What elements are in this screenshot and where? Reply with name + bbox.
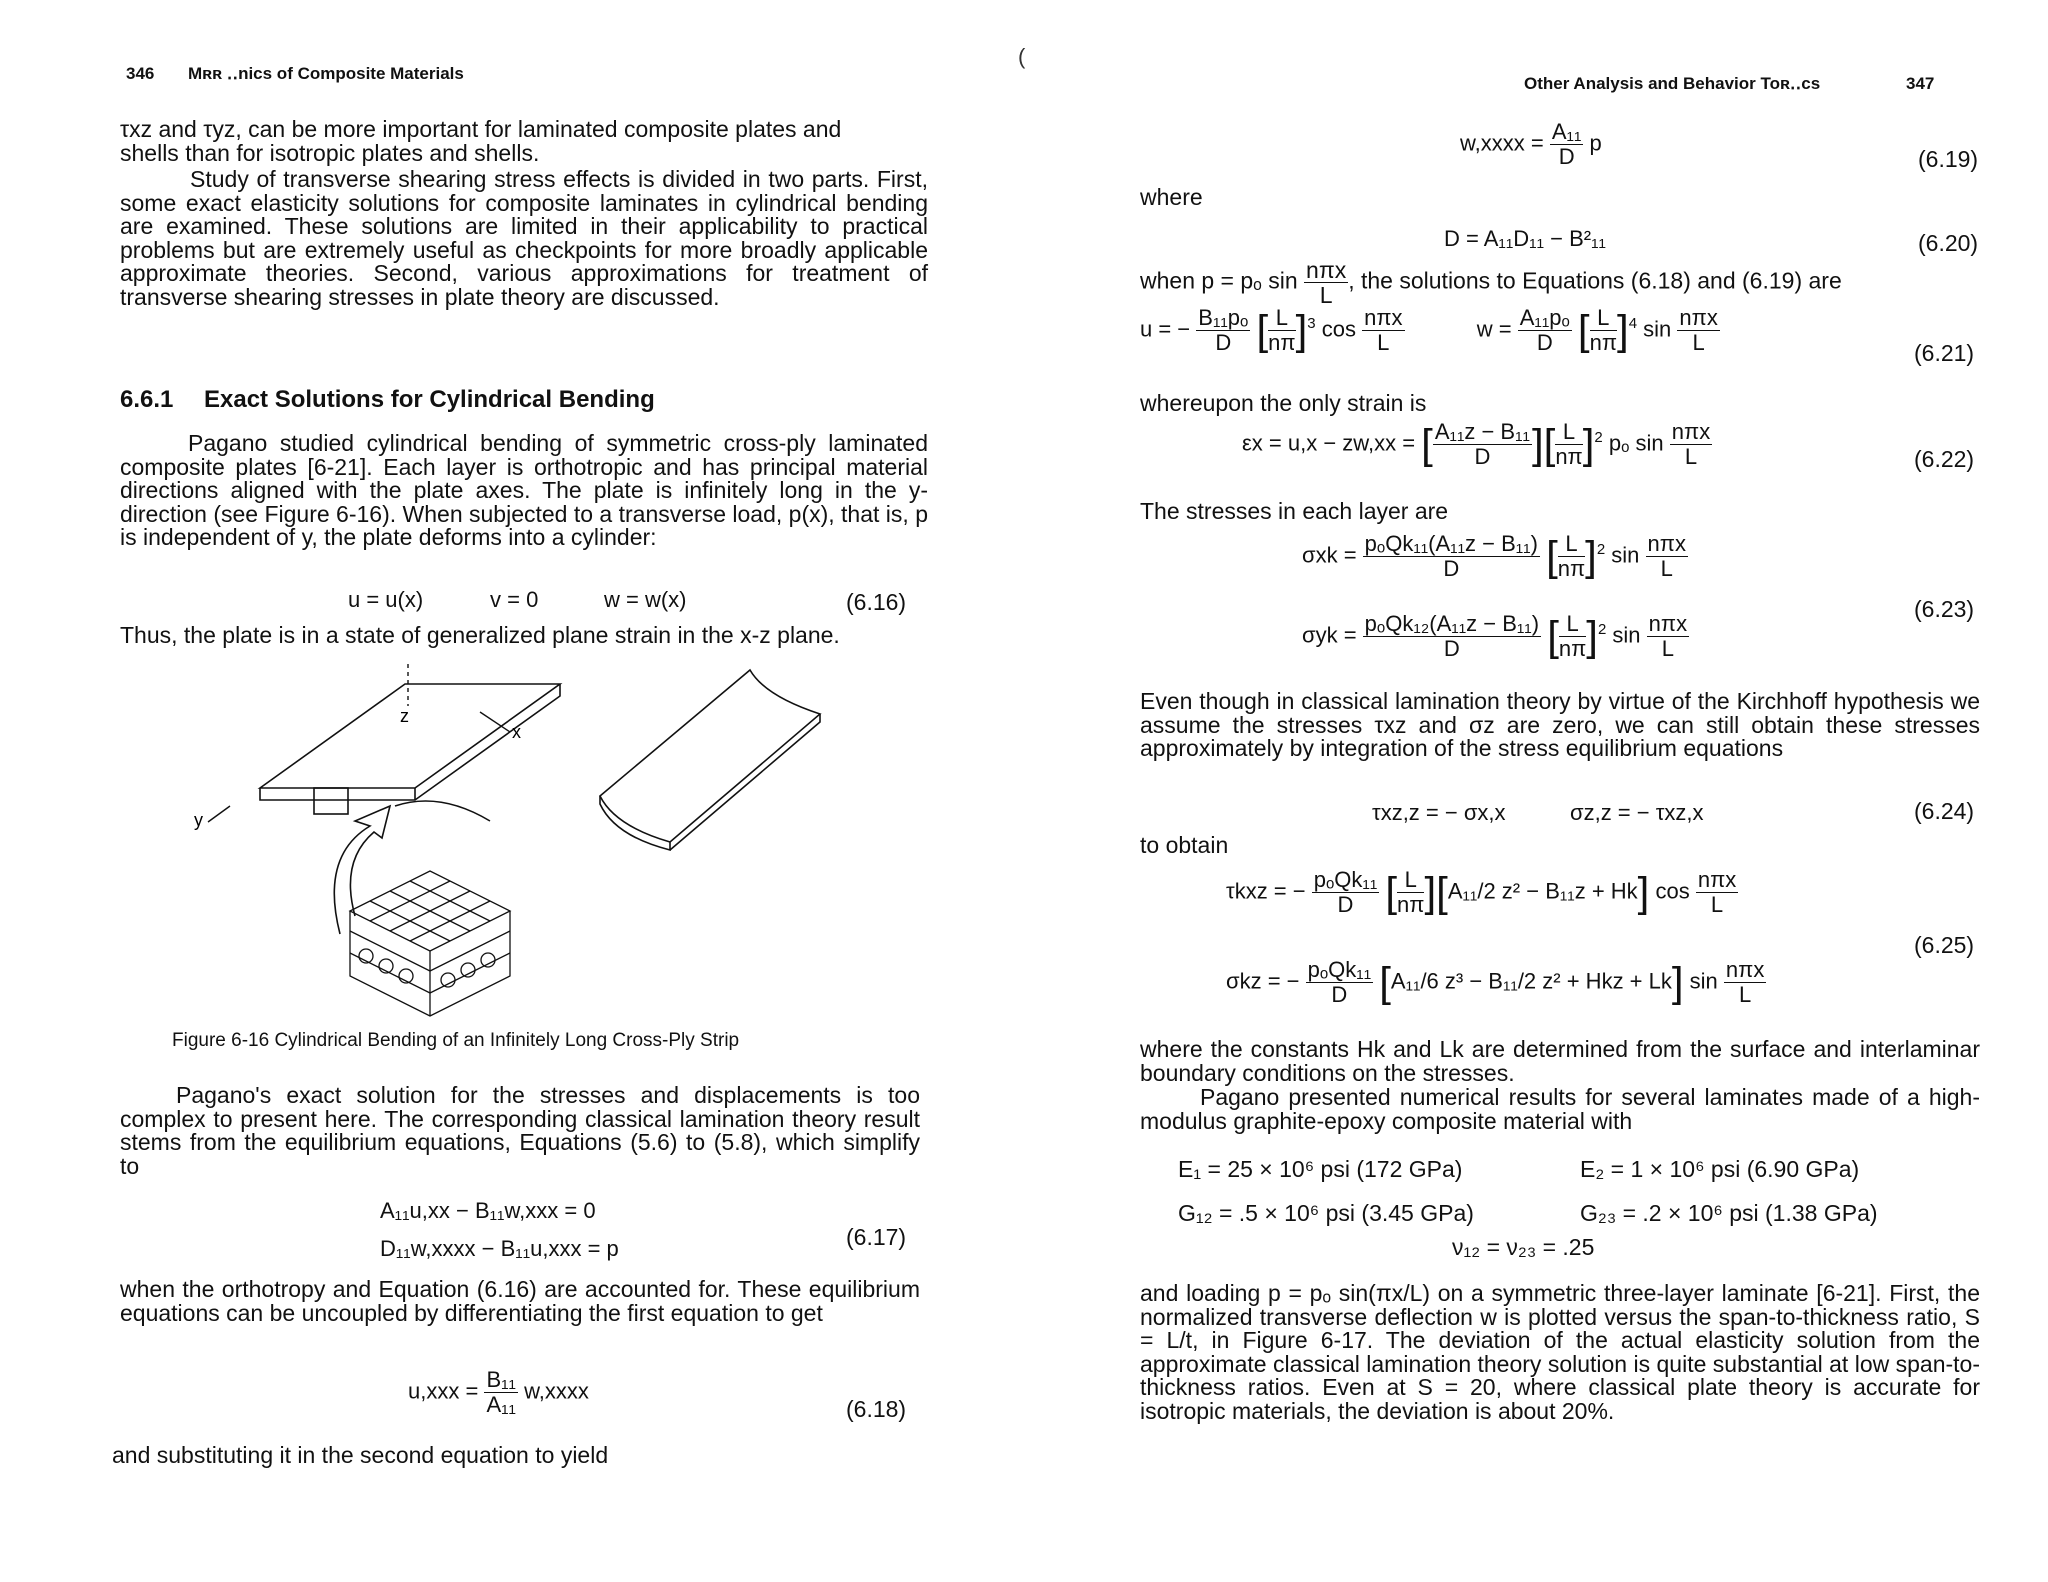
eq621-w: w = <box>1476 316 1512 342</box>
eq625-den: D <box>1337 892 1354 917</box>
paragraph-study: Study of transverse shearing stress effects is divided in two parts. First, some exact elasticity solutions for composite laminates in cylindrical bending are examined. These solutions are limited in their applicability to practical problems but are extremely useful as checkpoints for more broadly applicable approximate theories. Second, various approximations for treatment of transverse shearing stresses in plate theory are discussed. <box>120 166 928 310</box>
eq625-sigma: σkz = − pₒQk₁₁ D [A₁₁/6 z³ − B₁₁/2 z² + Hkz + Lk] sin nπx L <box>1226 957 1765 1007</box>
eq622-top: A₁₁z − B₁₁ <box>1434 419 1530 444</box>
gutter-mark: ( <box>1018 44 1026 69</box>
flat-plate <box>260 684 560 814</box>
eq622-number: (6.22) <box>1914 446 1975 472</box>
eq622-lhs: εx = u,x − zw,xx = <box>1242 430 1416 456</box>
when-line-b: , the solutions to Equations (6.18) and (6.19) are <box>1348 267 1842 294</box>
prop-g12: G₁₂ = .5 × 10⁶ psi (3.45 GPa) <box>1178 1200 1474 1226</box>
eq624-b: σz,z = − τxz,x <box>1570 800 1704 825</box>
eq622-pow: 2 <box>1594 428 1603 446</box>
whereupon-line: whereupon the only strain is <box>1140 390 1427 416</box>
eq621-u-pow: 3 <box>1307 314 1316 332</box>
eq618-number: (6.18) <box>846 1396 907 1422</box>
when-line-a: when p = pₒ sin <box>1140 267 1298 294</box>
paragraph-presented: Pagano presented numerical results for several laminates made of a high-modulus graphite-epoxy composite material with <box>1140 1084 1980 1134</box>
eq619-lhs: w,xxxx = <box>1460 130 1544 156</box>
eq623-number: (6.23) <box>1914 596 1975 622</box>
to-obtain: to obtain <box>1140 832 1229 858</box>
eq616-number: (6.16) <box>846 589 907 615</box>
eq625-tau-mid: A₁₁/2 z² − B₁₁z + Hk <box>1447 878 1638 904</box>
paragraph-kirchhoff: Even though in classical lamination theory by virtue of the Kirchhoff hypothesis we assume the stresses τxz and σz are zero, we can still obtain these stresses approximately by integration of the stress equilibrium equations <box>1140 688 1980 761</box>
intro-line-1: τxz and τyz, can be more important for laminated composite plates and <box>120 116 842 142</box>
eq618 <box>408 1368 589 1417</box>
eq623-sy-top: pₒQk₁₂(A₁₁z − B₁₁) <box>1364 611 1540 636</box>
y-axis <box>208 806 230 822</box>
eq618-top: B₁₁ <box>486 1367 516 1392</box>
paragraph-exact: Pagano's exact solution for the stresses and displacements is too complex to present here. The corresponding classical lamination theory result stems from the equilibrium equations, Equations (5.6) to (5.8), which simplify to <box>120 1082 920 1179</box>
paragraph-constants: where the constants Hk and Lk are determined from the surface and interlaminar boundary conditions on the stresses. <box>1140 1036 1980 1086</box>
eq625-top: pₒQk₁₁ <box>1313 867 1378 892</box>
paragraph-pagano: Pagano studied cylindrical bending of symmetric cross-ply laminated composite plates [6-21]. Each layer is orthotropic and has principal material directions aligned with the plate axes. The plate is infinitely long in the y-direction (see Figure 6-16). When subjected to a transverse load, p(x), that is, p is independent of y, the plate deforms into a cylinder: <box>120 430 928 550</box>
y-label: y <box>194 810 203 830</box>
when-frac-den: L <box>1319 282 1333 308</box>
eq625-sigma-lhs: σkz = − <box>1226 968 1300 994</box>
eq623-sx-top: pₒQk₁₁(A₁₁z − B₁₁) <box>1364 531 1538 556</box>
eq617-line2: D₁₁w,xxxx − B₁₁u,xxx = p <box>380 1236 619 1261</box>
eq623-den: D <box>1443 556 1460 581</box>
paragraph-loading: and loading p = pₒ sin(πx/L) on a symmetric three-layer laminate [6-21]. First, the normalized transverse deflection w is plotted versus the span-to-thickness ratio, S = L/t, in Figure 6-17. The deviation of the actual elasticity solution from the approximate classical lamination theory solution is quite substantial at low span-to-thickness ratios. Even at S = 20, where classical plate theory is accurate for isotropic materials, the deviation is about 20%. <box>1140 1280 1980 1424</box>
eq619-rhs: p <box>1589 130 1602 156</box>
eq621-u: u = − <box>1140 316 1191 342</box>
eq623-sy-lhs: σyk = <box>1302 622 1357 648</box>
left-page <box>0 0 1000 1582</box>
eq625-number: (6.25) <box>1914 932 1975 958</box>
eq623-sy: σyk = pₒQk₁₂(A₁₁z − B₁₁) D [ $\frac{L}{n\pi}$ ]$^2$ sin nπx L <box>1302 611 1688 661</box>
eq621-l-top: L <box>1268 306 1295 331</box>
eq622-den: D <box>1474 444 1491 469</box>
thus-line: Thus, the plate is in a state of generalized plane strain in the x-z plane. <box>120 622 840 648</box>
eq624-a: τxz,z = − σx,x <box>1372 800 1506 825</box>
eq624-number: (6.24) <box>1914 798 1975 824</box>
prop-nu: ν₁₂ = ν₂₃ = .25 <box>1452 1234 1595 1260</box>
eq622-p: pₒ sin <box>1608 430 1664 456</box>
eq623-sx-lhs: σxk = <box>1302 542 1357 568</box>
eq621-w-den: D <box>1536 330 1553 355</box>
last-line: and substituting it in the second equation to yield <box>112 1442 609 1468</box>
prop-e2: E₂ = 1 × 10⁶ psi (6.90 GPa) <box>1580 1156 1860 1182</box>
eq618-lhs: u,xxx = <box>408 1378 479 1404</box>
eq621-trig-den: L <box>1377 330 1390 355</box>
paragraph-when: when the orthotropy and Equation (6.16) are accounted for. These equilibrium equations can be uncoupled by differentiating the first equation to get <box>120 1276 920 1326</box>
eq621-u-den: D <box>1215 330 1232 355</box>
eq625-tau-lhs: τkxz = − <box>1226 878 1306 904</box>
prop-g23: G₂₃ = .2 × 10⁶ psi (1.38 GPa) <box>1580 1200 1878 1226</box>
eq625-sigma-mid: A₁₁/6 z³ − B₁₁/2 z² + Hkz + Lk <box>1390 968 1672 994</box>
eq622: εx = u,x − zw,xx = [ $\frac{\text{A₁₁z − B₁₁}}{D}$ ][ $\frac{L}{n\pi}$ ]$^2$ pₒ sin nπx L <box>1242 419 1711 469</box>
bent-plate <box>600 670 820 850</box>
eq619 <box>1460 120 1602 169</box>
intro-line-2: shells than for isotropic plates and shells. <box>120 140 540 166</box>
cross-ply-block <box>350 871 510 1016</box>
x-label: x <box>512 722 521 742</box>
figure-cylindrical-bending <box>190 656 870 1036</box>
eq617-number: (6.17) <box>846 1224 907 1250</box>
eq619-den: D <box>1558 144 1575 169</box>
eq621-trig-top: nπx <box>1364 305 1403 330</box>
eq616-a: u = u(x) <box>348 587 424 612</box>
eq621-cos: cos <box>1321 316 1356 342</box>
eq619-top: A₁₁ <box>1551 119 1582 144</box>
eq621-l-den: nπ <box>1268 330 1296 355</box>
eq618-rhs: w,xxxx <box>524 1378 589 1404</box>
eq625-tau: τkxz = − pₒQk₁₁ D [ $\frac{L}{n\pi}$ ][A₁₁/2 z² − B₁₁z + Hk] cos nπx L <box>1226 867 1737 917</box>
eq618-den: A₁₁ <box>486 1392 516 1417</box>
z-label: z <box>400 706 409 726</box>
eq620: D = A₁₁D₁₁ − B²₁₁ <box>1444 226 1606 251</box>
right-page <box>1040 0 2048 1582</box>
prop-e1: E₁ = 25 × 10⁶ psi (172 GPa) <box>1178 1156 1463 1182</box>
eq621-u-top: B₁₁pₒ <box>1198 305 1249 330</box>
x-axis <box>480 712 510 732</box>
eq621: u = − $\frac{\text{B₁₁pₒ}}{D}$ [ $\frac{L}{n\pi}$ ]$^3$ cos nπx L w = $\frac{\text{A₁₁pₒ}}{D}$ [ $\frac{L}{n\pi}$ ]$^4$ sin nπx L <box>1140 305 1718 355</box>
left-page-number: 346 <box>126 64 155 83</box>
eq619-number: (6.19) <box>1918 146 1979 172</box>
when-frac-top: nπx <box>1306 257 1347 283</box>
figure-caption: Figure 6-16 Cylindrical Bending of an Infinitely Long Cross-Ply Strip <box>172 1030 740 1051</box>
eq621-sin: sin <box>1643 316 1672 342</box>
right-running-title: Other Analysis and Behavior Toʀ‥cs <box>1524 74 1821 93</box>
eq620-number: (6.20) <box>1918 230 1979 256</box>
where-label: where <box>1140 184 1203 210</box>
section-number: 6.6.1 <box>120 386 174 413</box>
when-line <box>1140 258 1842 307</box>
eq616-b: v = 0 <box>490 587 539 612</box>
eq621-number: (6.21) <box>1914 340 1975 366</box>
stresses-line: The stresses in each layer are <box>1140 498 1449 524</box>
eq623-sx: σxk = pₒQk₁₁(A₁₁z − B₁₁) D [ $\frac{L}{n\pi}$ ]$^2$ sin nπx L <box>1302 531 1686 581</box>
eq621-w-pow: 4 <box>1628 314 1638 332</box>
section-title: Exact Solutions for Cylindrical Bending <box>204 386 655 413</box>
right-page-number: 347 <box>1906 74 1935 93</box>
eq616-c: w = w(x) <box>604 587 687 612</box>
left-running-title: Mʀʀ ‥nics of Composite Materials <box>188 64 464 83</box>
eq621-w-top: A₁₁pₒ <box>1519 305 1570 330</box>
eq617-line1: A₁₁u,xx − B₁₁w,xxx = 0 <box>380 1198 596 1223</box>
